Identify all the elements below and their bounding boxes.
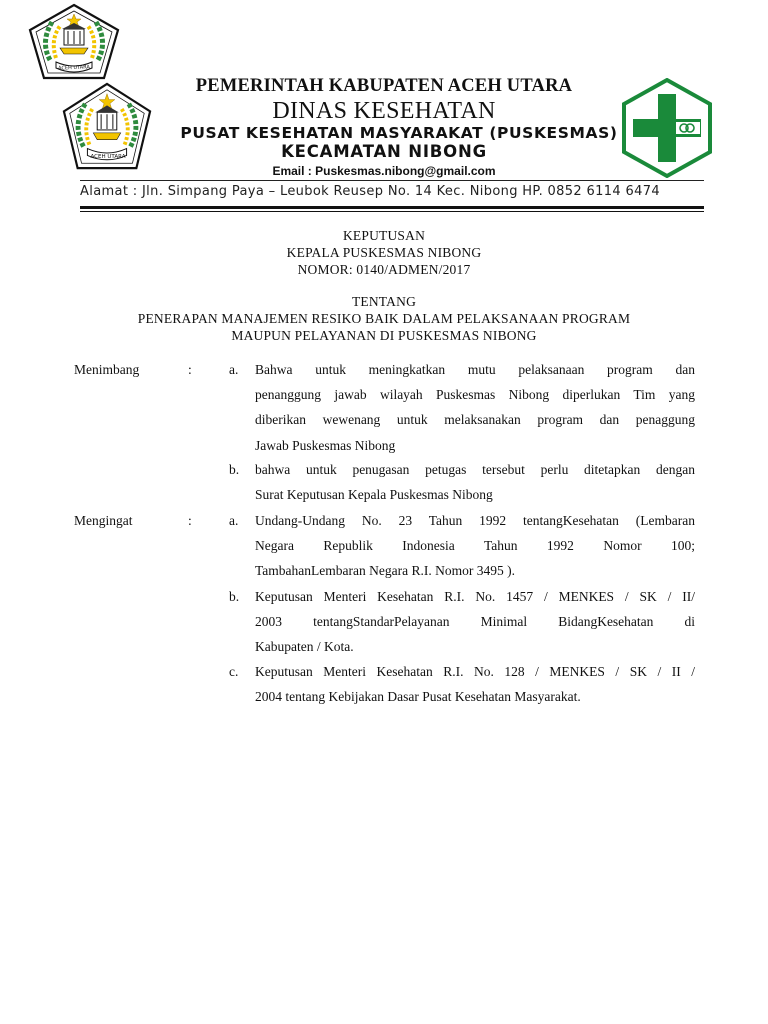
header-rule-thick [80,206,704,209]
text-line: Jawab Puskesmas Nibong [255,437,396,453]
decree-number: NOMOR: 0140/ADMEN/2017 [297,262,471,277]
text-line: Keputusan Menteri Kesehatan R.I. No. 1457 / MENKES / SK / II/ [255,589,695,604]
item-letter: b. [229,589,240,604]
item-letter: b. [229,462,240,477]
remembering-item-b [255,584,695,660]
header-rule-thin [80,211,704,212]
text-line: Kabupaten / Kota. [255,639,354,655]
section-colon: : [188,513,192,528]
aceh-utara-emblem-top [26,2,122,82]
item-letter: a. [229,362,239,377]
header-district: KECAMATAN NIBONG [281,142,487,161]
item-letter: c. [229,664,239,679]
section-colon: : [188,362,192,377]
text-line: bahwa untuk penugasan petugas tersebut perlu ditetapkan dengan [255,462,695,477]
section-label-menimbang: Menimbang [74,362,140,377]
considering-item-b [255,457,695,507]
text-line: Surat Keputusan Kepala Puskesmas Nibong [255,487,493,503]
decree-subject-line1: PENERAPAN MANAJEMEN RESIKO BAIK DALAM PELAKSANAAN PROGRAM [137,311,631,326]
header-puskesmas: PUSAT KESEHATAN MASYARAKAT (PUSKESMAS) [180,124,618,142]
text-line: Bahwa untuk meningkatkan mutu pelaksanaan program dan [255,362,695,377]
decree-about: TENTANG [351,294,417,309]
decree-issuer: KEPALA PUSKESMAS NIBONG [286,245,482,260]
emblem-ribbon-text: ACEH UTARA [58,64,90,72]
considering-item-a [255,357,695,458]
header-department: DINAS KESEHATAN [272,98,496,124]
header-address: Alamat : Jln. Simpang Paya – Leubok Reusep No. 14 Kec. Nibong HP. 0852 6114 6474 [80,184,660,199]
text-line: diberikan wewenang untuk melaksanakan program dan penaggung [255,412,695,428]
decree-title: KEPUTUSAN [342,228,426,243]
header-government: PEMERINTAH KABUPATEN ACEH UTARA [195,76,573,96]
text-line: Undang-Undang No. 23 Tahun 1992 tentangKesehatan (Lembaran [255,513,695,528]
text-line: TambahanLembaran Negara R.I. Nomor 3495 ). [255,563,515,579]
text-line: 2003 tentangStandarPelayanan Minimal BidangKesehatan di [255,614,695,630]
remembering-item-a [255,508,695,584]
remembering-item-c [255,659,695,709]
header-rule-top [80,180,704,181]
item-letter: a. [229,513,239,528]
header-email: Email : Puskesmas.nibong@gmail.com [272,164,496,178]
text-line: penanggung jawab wilayah Puskesmas Nibong diperlukan Tim yang [255,387,695,403]
section-label-mengingat: Mengingat [74,513,133,528]
decree-subject-line2: MAUPUN PELAYANAN DI PUSKESMAS NIBONG [231,328,537,343]
text-line: Negara Republik Indonesia Tahun 1992 Nomor 100; [255,538,695,554]
emblem-ribbon-text: ACEH UTARA [90,154,126,160]
text-line: Keputusan Menteri Kesehatan R.I. No. 128 / MENKES / SK / II / [255,664,695,679]
text-line: 2004 tentang Kebijakan Dasar Pusat Kesehatan Masyarakat. [255,689,581,705]
